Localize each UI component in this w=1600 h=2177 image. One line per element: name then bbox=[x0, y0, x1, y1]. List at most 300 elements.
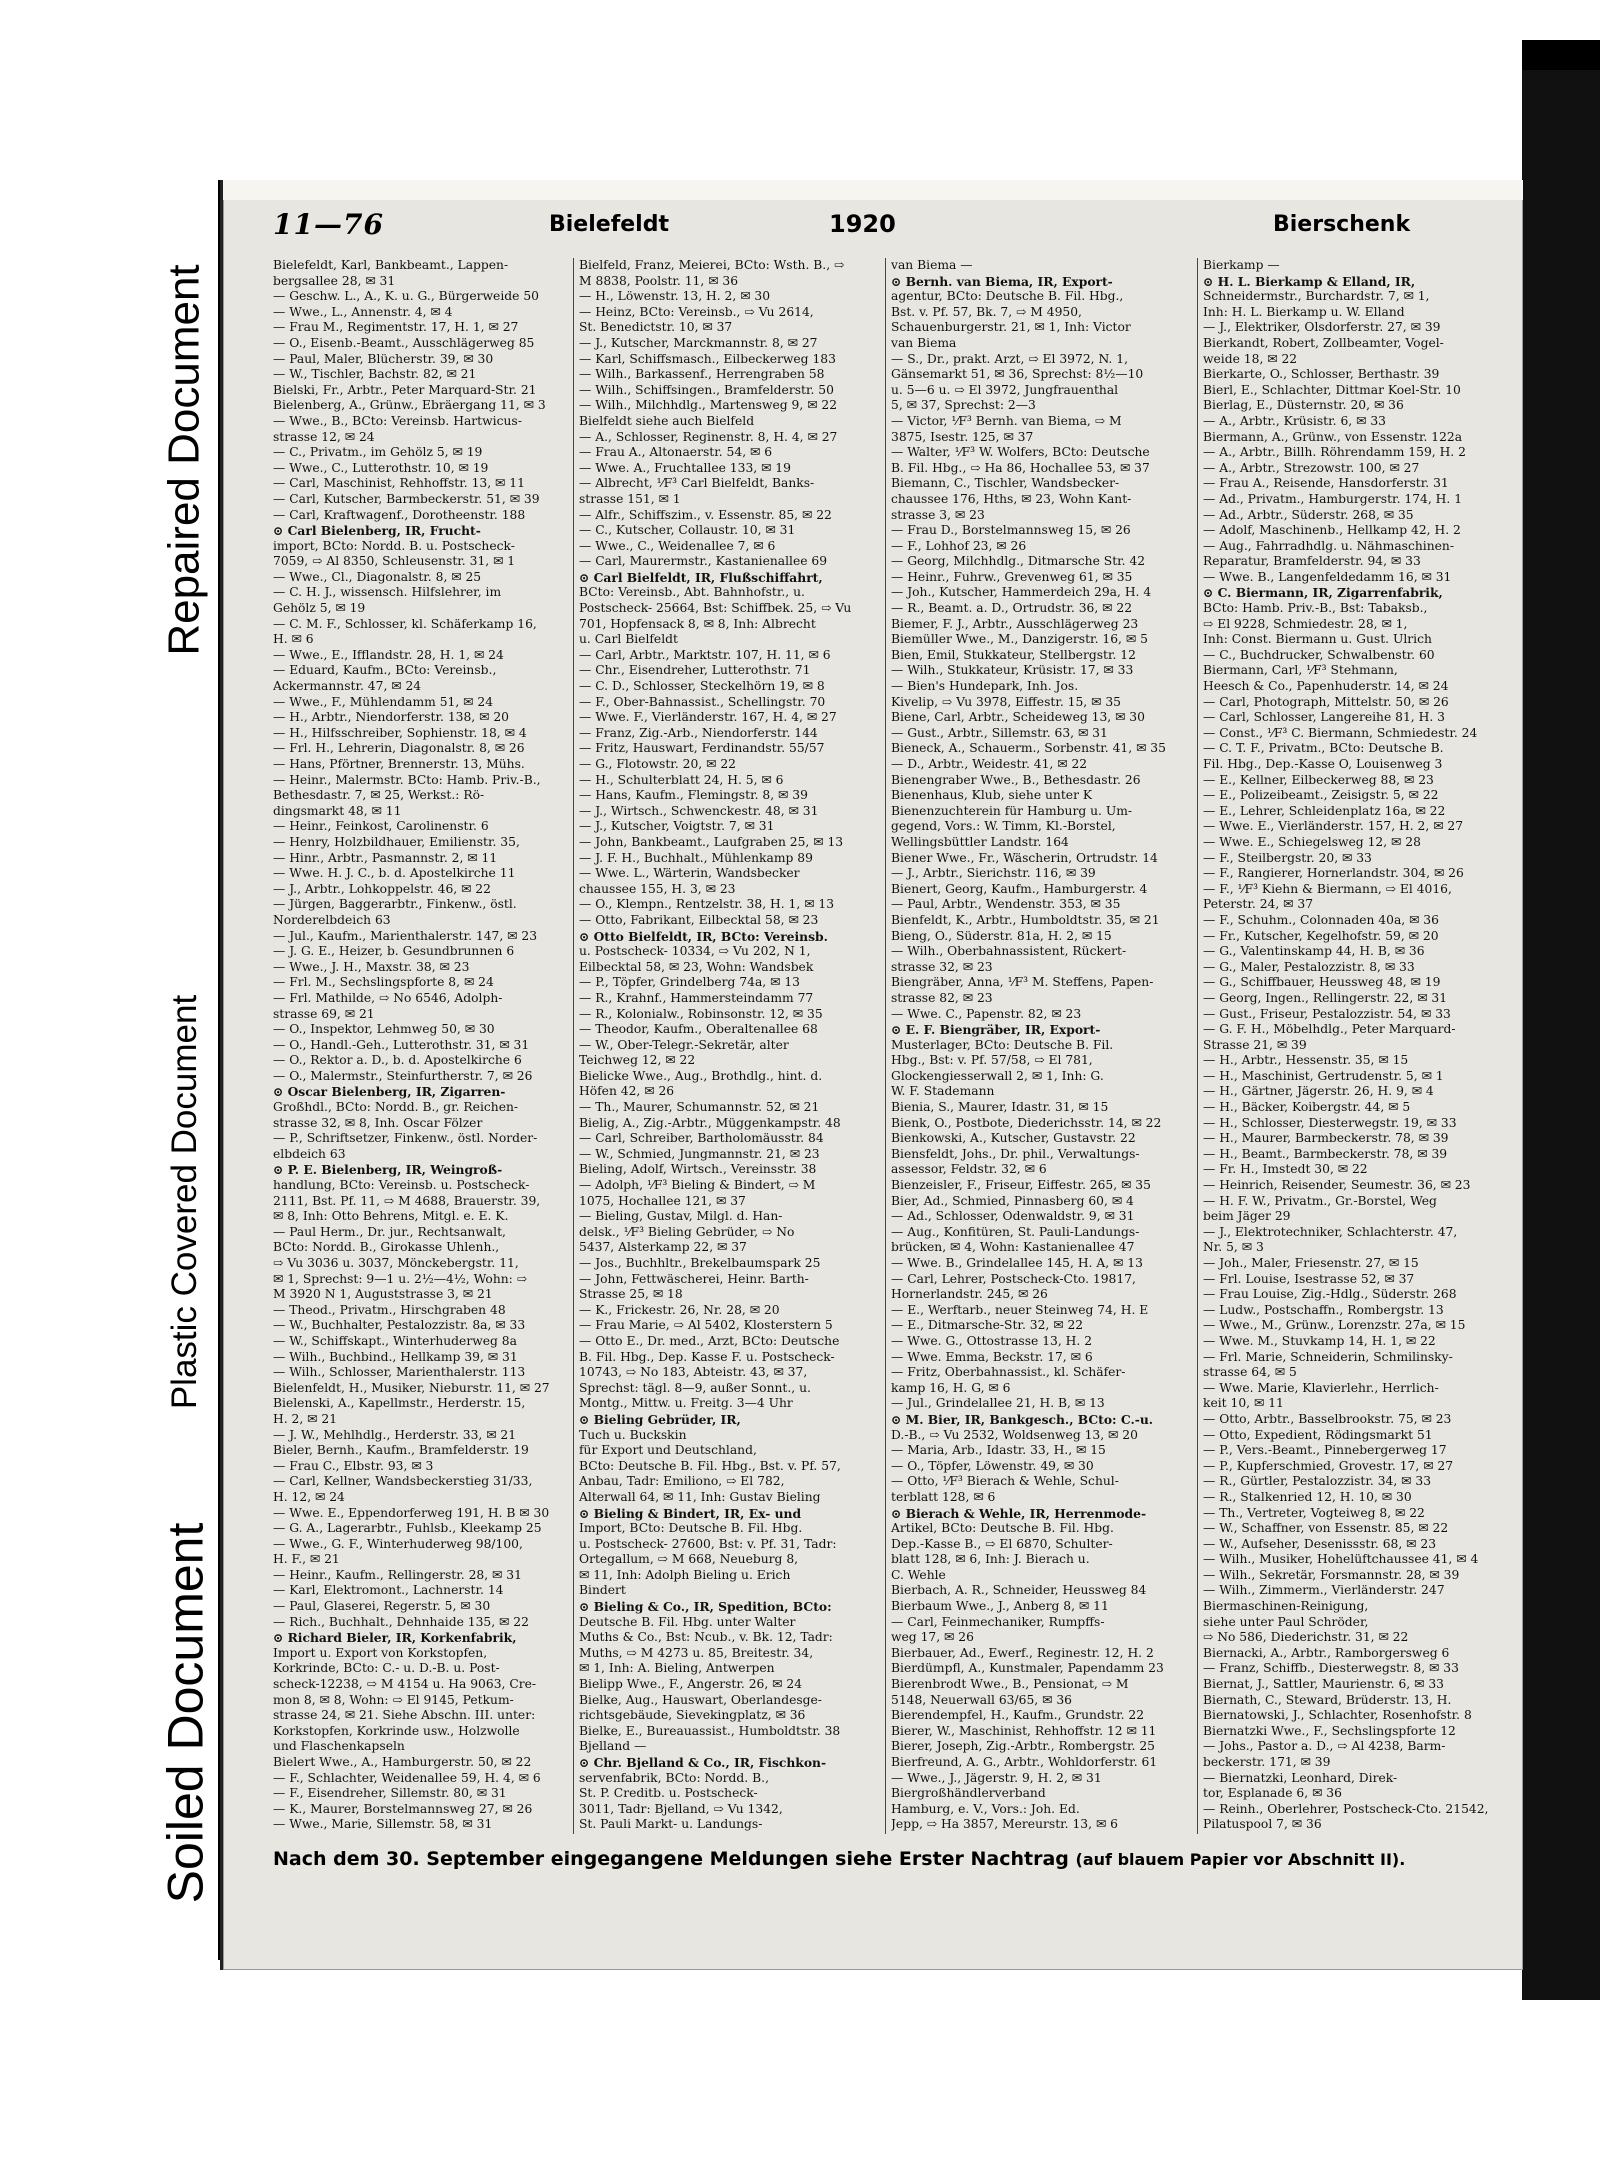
directory-entry: — Wwe., L., Annenstr. 4, ✉ 4 bbox=[273, 304, 453, 319]
directory-entry: ⊙ Carl Bielfeldt, IR, Flußschiffahrt, bbox=[579, 569, 823, 585]
directory-entry: — P., Töpfer, Grindelberg 74a, ✉ 13 bbox=[579, 975, 800, 990]
directory-entry: — Adolph, ⅟F³ Bieling & Bindert, ⇨ M bbox=[579, 1178, 816, 1193]
directory-entry: ✉ 1, Sprechst: 9—1 u. 2½—4½, Wohn: ⇨ bbox=[273, 1271, 528, 1286]
directory-entry: — F., Lohhof 23, ✉ 26 bbox=[891, 538, 1027, 553]
directory-entry: — Wilh., Oberbahnassistent, Rückert- bbox=[891, 944, 1127, 959]
directory-entry: 3011, Tadr: Bjelland, ⇨ Vu 1342, bbox=[579, 1801, 783, 1816]
directory-entry: — F., ⅟F³ Kiehn & Biermann, ⇨ El 4016, bbox=[1203, 881, 1452, 896]
directory-entry: Import u. Export von Korkstopfen, bbox=[273, 1645, 488, 1660]
directory-entry: 7059, ⇨ Al 8350, Schleusenstr. 31, ✉ 1 bbox=[273, 554, 516, 569]
column-rule bbox=[1197, 258, 1198, 1834]
directory-entry: ⊙ Bieling & Bindert, IR, Ex- und bbox=[579, 1505, 802, 1521]
directory-entry: Schneidermstr., Burchardstr. 7, ✉ 1, bbox=[1203, 289, 1430, 304]
directory-entry: Biergroßhändlerverband bbox=[891, 1786, 1046, 1801]
directory-entry: Bienkowski, A., Kutscher, Gustavstr. 22 bbox=[891, 1131, 1136, 1146]
directory-entry: — Wilh., Schlosser, Marienthalerstr. 113 bbox=[273, 1365, 526, 1380]
directory-entry: ✉ 8, Inh: Otto Behrens, Mitgl. e. E. K. bbox=[273, 1209, 509, 1224]
directory-entry: Korkrinde, BCto: C.- u. D.-B. u. Post- bbox=[273, 1661, 500, 1676]
header-first-name: Bielefeldt bbox=[549, 212, 669, 237]
directory-entry: Bieler, Bernh., Kaufm., Bramfelderstr. 19 bbox=[273, 1443, 529, 1458]
directory-entry: — Carl, Maurermstr., Kastanienallee 69 bbox=[579, 554, 828, 569]
directory-entry: — P., Kupferschmied, Grovestr. 17, ✉ 27 bbox=[1203, 1458, 1454, 1473]
directory-entry: C. Wehle bbox=[891, 1567, 946, 1582]
repaired-label-text: Repaired Document bbox=[160, 264, 210, 656]
directory-entry: Bienengraber Wwe., B., Bethesdastr. 26 bbox=[891, 772, 1141, 787]
directory-entry: Nr. 5, ✉ 3 bbox=[1203, 1240, 1264, 1255]
directory-entry: — G., Valentinskamp 44, H. B, ✉ 36 bbox=[1203, 944, 1425, 959]
directory-entry: — W., Buchhalter, Pestalozzistr. 8a, ✉ 33 bbox=[273, 1318, 526, 1333]
directory-entry: — Wwe., M., Grünw., Lorenzstr. 27a, ✉ 15 bbox=[1203, 1318, 1466, 1333]
directory-entry: — Wwe. G., Ottostrasse 13, H. 2 bbox=[891, 1333, 1093, 1348]
column-rule bbox=[573, 258, 574, 1834]
directory-entry: — Hinr., Arbtr., Pasmannstr. 2, ✉ 11 bbox=[273, 850, 498, 865]
directory-entry: — Wilh., Stukkateur, Krüsistr. 17, ✉ 33 bbox=[891, 663, 1134, 678]
directory-entry: Bierbaum Wwe., J., Anberg 8, ✉ 11 bbox=[891, 1599, 1109, 1614]
directory-entry: — H., Maschinist, Gertrudenstr. 5, ✉ 1 bbox=[1203, 1068, 1444, 1083]
directory-entry: BCto: Deutsche B. Fil. Hbg., Bst. v. Pf. 57, bbox=[579, 1458, 841, 1473]
directory-entry: blatt 128, ✉ 6, Inh: J. Bierach u. bbox=[891, 1552, 1090, 1567]
directory-entry: — Heinrich, Reisender, Seumestr. 36, ✉ 23 bbox=[1203, 1178, 1471, 1193]
directory-entry: — F., Schlachter, Weidenallee 59, H. 4, ✉ 6 bbox=[273, 1770, 541, 1785]
directory-entry: — Wwe. B., Grindelallee 145, H. A, ✉ 13 bbox=[891, 1256, 1143, 1270]
directory-entry: — John, Bankbeamt., Laufgraben 25, ✉ 13 bbox=[579, 834, 844, 849]
scan-edge bbox=[1522, 40, 1600, 2000]
directory-entry: 10743, ⇨ No 183, Abteistr. 43, ✉ 37, bbox=[579, 1365, 808, 1380]
directory-entry: Gehölz 5, ✉ 19 bbox=[273, 601, 366, 616]
directory-entry: — G. F. H., Möbelhdlg., Peter Marquard- bbox=[1203, 1022, 1456, 1037]
directory-entry: Bielefeldt, Karl, Bankbeamt., Lappen- bbox=[273, 258, 509, 272]
directory-entry: — Carl, Schreiber, Bartholomäusstr. 84 bbox=[579, 1131, 824, 1146]
soiled-label bbox=[140, 1478, 230, 1948]
directory-entry: elbdeich 63 bbox=[273, 1146, 346, 1161]
directory-entry: — Wwe. M., Stuvkamp 14, H. 1, ✉ 22 bbox=[1203, 1333, 1436, 1348]
directory-entry: Bierdümpfl, A., Kunstmaler, Papendamm 23 bbox=[891, 1661, 1164, 1676]
directory-entry: — K., Maurer, Borstelmannsweg 27, ✉ 26 bbox=[273, 1801, 533, 1816]
directory-entry: — O., Rektor a. D., b. d. Apostelkirche 6 bbox=[273, 1053, 522, 1068]
directory-entry: — Frl. Louise, Isestrasse 52, ✉ 37 bbox=[1203, 1271, 1415, 1286]
directory-entry: brücken, ✉ 4, Wohn: Kastanienallee 47 bbox=[891, 1240, 1135, 1255]
directory-entry: — Johs., Pastor a. D., ⇨ Al 4238, Barm- bbox=[1203, 1739, 1446, 1754]
directory-entry: BCto: Hamb. Priv.-B., Bst: Tabaksb., bbox=[1203, 601, 1428, 616]
directory-entry: — Wwe., B., BCto: Vereinsb. Hartwicus- bbox=[273, 413, 522, 428]
directory-entry: — J., Kutscher, Voigtstr. 7, ✉ 31 bbox=[579, 819, 775, 834]
directory-entry: Inh: Const. Biermann u. Gust. Ulrich bbox=[1203, 632, 1432, 647]
directory-entry: Bierer, W., Maschinist, Rehhoffstr. 12 ✉ 11 bbox=[891, 1723, 1157, 1738]
directory-entry bbox=[579, 1833, 879, 1834]
directory-entry: Bielke, E., Bureauassist., Humboldtstr. 38 bbox=[579, 1723, 841, 1738]
directory-entry: — H., Arbtr., Hessenstr. 35, ✉ 15 bbox=[1203, 1053, 1409, 1068]
directory-entry: — Heinr., Kaufm., Rellingerstr. 28, ✉ 31 bbox=[273, 1567, 522, 1582]
directory-entry: 701, Hopfensack 8, ✉ 8, Inh: Albrecht bbox=[579, 616, 816, 631]
directory-entry: Bielig, A., Zig.-Arbtr., Müggenkampstr. 48 bbox=[579, 1115, 841, 1130]
directory-entry: Biermann, Carl, ⅟F³ Stehmann, bbox=[1203, 663, 1398, 678]
directory-entry: Bielfeldt siehe auch Bielfeld bbox=[579, 413, 755, 428]
repaired-label bbox=[140, 180, 230, 740]
directory-entry: Bieng, O., Süderstr. 81a, H. 2, ✉ 15 bbox=[891, 928, 1112, 943]
directory-entry: — O., Malermstr., Steinfurtherstr. 7, ✉ 26 bbox=[273, 1068, 533, 1083]
directory-entry: mon 8, ✉ 8, Wohn: ⇨ El 9145, Petkum- bbox=[273, 1692, 514, 1707]
directory-entry: — Wwe. C., Papenstr. 82, ✉ 23 bbox=[891, 1006, 1082, 1021]
footer-main-text: Nach dem 30. September eingegangene Meldungen siehe Erster Nachtrag bbox=[273, 1848, 1069, 1870]
directory-entry: Bierer, Joseph, Zig.-Arbtr., Rombergstr. 25 bbox=[891, 1739, 1155, 1754]
directory-entry: — H., Maurer, Barmbeckerstr. 78, ✉ 39 bbox=[1203, 1131, 1449, 1146]
directory-entry: tor, Esplanade 6, ✉ 36 bbox=[1203, 1786, 1342, 1801]
directory-entry: — W., Ober-Telegr.-Sekretär, alter bbox=[579, 1037, 789, 1052]
directory-entry: — F., Schuhm., Colonnaden 40a, ✉ 36 bbox=[1203, 912, 1439, 927]
column-3 bbox=[891, 258, 1191, 1834]
directory-entry: B. Fil. Hbg., Dep. Kasse F. u. Postscheck- bbox=[579, 1349, 835, 1364]
directory-entry: — Carl, Lehrer, Postscheck-Cto. 19817, bbox=[891, 1271, 1136, 1286]
directory-entry: Biernat, J., Sattler, Maurienstr. 6, ✉ 33 bbox=[1203, 1677, 1444, 1692]
directory-entry: — Wilh., Sekretär, Forsmannstr. 28, ✉ 39 bbox=[1203, 1567, 1460, 1582]
directory-entry: Bienia, S., Maurer, Idastr. 31, ✉ 15 bbox=[891, 1100, 1109, 1115]
directory-entry: Bielenski, A., Kapellmstr., Herderstr. 15, bbox=[273, 1396, 526, 1411]
directory-entry: St. Benedictstr. 10, ✉ 37 bbox=[579, 320, 733, 335]
directory-entry: — Wwe., C., Weidenallee 7, ✉ 6 bbox=[579, 538, 776, 553]
directory-entry: — Frl. Mathilde, ⇨ No 6546, Adolph- bbox=[273, 990, 503, 1005]
directory-entry: Eilbecktal 58, ✉ 23, Wohn: Wandsbek bbox=[579, 959, 814, 974]
directory-entry: — Maria, Arb., Idastr. 33, H., ✉ 15 bbox=[891, 1443, 1106, 1458]
directory-entry: handlung, BCto: Vereinsb. u. Postscheck- bbox=[273, 1178, 530, 1193]
directory-entry: — H. F. W., Privatm., Gr.-Borstel, Weg bbox=[1203, 1193, 1437, 1208]
directory-entry: B. Fil. Hbg., ⇨ Ha 86, Hochallee 53, ✉ 37 bbox=[891, 460, 1150, 475]
directory-entry: Inh: H. L. Bierkamp u. W. Elland bbox=[1203, 304, 1405, 319]
directory-entry: Biernath, C., Steward, Brüderstr. 13, H. bbox=[1203, 1692, 1452, 1707]
directory-entry: Muths, ⇨ M 4273 u. 85, Breitestr. 34, bbox=[579, 1645, 814, 1660]
directory-entry: — Wwe., Cl., Diagonalstr. 8, ✉ 25 bbox=[273, 569, 482, 584]
directory-entry: — O., Töpfer, Löwenstr. 49, ✉ 30 bbox=[891, 1458, 1094, 1473]
directory-entry: — H., Bäcker, Koibergstr. 44, ✉ 5 bbox=[1203, 1100, 1411, 1115]
directory-entry: weide 18, ✉ 22 bbox=[1203, 351, 1298, 366]
directory-entry: ⊙ Otto Bielfeldt, IR, BCto: Vereinsb. bbox=[579, 928, 828, 944]
directory-entry: Norderelbdeich 63 bbox=[273, 912, 391, 927]
directory-entry: Bienzeisler, F., Friseur, Eiffestr. 265, ✉ 35 bbox=[891, 1178, 1151, 1193]
directory-entry: Hornerlandstr. 245, ✉ 26 bbox=[891, 1287, 1048, 1302]
directory-entry: Dep.-Kasse B., ⇨ El 6870, Schulter- bbox=[891, 1536, 1113, 1551]
directory-entry: Bierl, E., Schlachter, Dittmar Koel-Str. 10 bbox=[1203, 382, 1461, 397]
directory-entry: — Ad., Arbtr., Süderstr. 268, ✉ 35 bbox=[1203, 507, 1414, 522]
directory-entry: — Frau Louise, Zig.-Hdlg., Süderstr. 268 bbox=[1203, 1287, 1457, 1302]
page-number: 11—76 bbox=[273, 208, 384, 241]
directory-entry: — Frau C., Elbstr. 93, ✉ 3 bbox=[273, 1458, 434, 1473]
directory-entry: Korkstopfen, Korkrinde usw., Holzwolle bbox=[273, 1723, 520, 1738]
directory-entry: — Franz, Schiffb., Diesterwegstr. 8, ✉ 33 bbox=[1203, 1661, 1459, 1676]
directory-entry: u. 5—6 u. ⇨ El 3972, Jungfrauenthal bbox=[891, 382, 1119, 397]
directory-entry: strasse 32, ✉ 23 bbox=[891, 959, 993, 974]
directory-entry: Strasse 25, ✉ 18 bbox=[579, 1287, 683, 1302]
directory-entry: — Wilh., Schiffsingen., Bramfelderstr. 50 bbox=[579, 382, 834, 397]
directory-entry: — Wilh., Zimmerm., Vierländerstr. 247 bbox=[1203, 1583, 1445, 1598]
directory-entry: Biener Wwe., Fr., Wäscherin, Ortrudstr. 14 bbox=[891, 850, 1158, 865]
directory-entry: weg 17, ✉ 26 bbox=[891, 1630, 974, 1645]
directory-entry: Biemüller Wwe., M., Danzigerstr. 16, ✉ 5 bbox=[891, 632, 1148, 647]
directory-entry: — Carl, Kellner, Wandsbeckerstieg 31/33, bbox=[273, 1474, 533, 1489]
directory-entry: — Frau M., Regimentstr. 17, H. 1, ✉ 27 bbox=[273, 320, 519, 335]
directory-entry: — Wwe. E., Vierländerstr. 157, H. 2, ✉ 27 bbox=[1203, 819, 1464, 834]
directory-entry: — Biernatzki, Leonhard, Direk- bbox=[1203, 1770, 1398, 1785]
directory-entry: ⇨ No 586, Diederichstr. 31, ✉ 22 bbox=[1203, 1630, 1409, 1645]
directory-entry: — F., Eisendreher, Sillemstr. 80, ✉ 31 bbox=[273, 1786, 507, 1801]
directory-entry: — Alfr., Schiffszim., v. Essenstr. 85, ✉ 22 bbox=[579, 507, 832, 522]
directory-entry: — Georg, Ingen., Rellingerstr. 22, ✉ 31 bbox=[1203, 990, 1448, 1005]
directory-entry: 5148, Neuerwall 63/65, ✉ 36 bbox=[891, 1692, 1072, 1707]
directory-entry: — F., Rangierer, Hornerlandstr. 304, ✉ 26 bbox=[1203, 866, 1464, 881]
directory-entry: 5, ✉ 37, Sprechst: 2—3 bbox=[891, 398, 1036, 413]
directory-entry: — C. T. F., Privatm., BCto: Deutsche B. bbox=[1203, 741, 1444, 756]
directory-entry: 1075, Hochallee 121, ✉ 37 bbox=[579, 1193, 746, 1208]
directory-entry: — F., Ober-Bahnassist., Schellingstr. 70 bbox=[579, 694, 826, 709]
directory-entry: — Wwe. Emma, Beckstr. 17, ✉ 6 bbox=[891, 1349, 1093, 1364]
directory-entry: ⊙ C. Biermann, IR, Zigarrenfabrik, bbox=[1203, 585, 1443, 601]
directory-entry: — Karl, Elektromont., Lachnerstr. 14 bbox=[273, 1583, 504, 1598]
directory-entry: — R., Stalkenried 12, H. 10, ✉ 30 bbox=[1203, 1489, 1412, 1504]
directory-entry: — Th., Vertreter, Vogteiweg 8, ✉ 22 bbox=[1203, 1505, 1425, 1520]
directory-entry: und Flaschenkapseln bbox=[273, 1739, 405, 1754]
directory-entry: — E., Kellner, Eilbeckerweg 88, ✉ 23 bbox=[1203, 772, 1434, 787]
directory-entry: — W., Schmied, Jungmannstr. 21, ✉ 23 bbox=[579, 1146, 820, 1161]
directory-entry: ⊙ Bierach & Wehle, IR, Herrenmode- bbox=[891, 1505, 1147, 1521]
directory-entry: Tuch u. Buckskin bbox=[579, 1427, 687, 1442]
directory-entry: — Frau Marie, ⇨ Al 5402, Klosterstern 5 bbox=[579, 1318, 833, 1333]
directory-entry: strasse 69, ✉ 21 bbox=[273, 1006, 375, 1021]
directory-entry: Deutsche B. Fil. Hbg. unter Walter bbox=[579, 1614, 796, 1629]
directory-entry: servenfabrik, BCto: Nordd. B., bbox=[579, 1770, 769, 1785]
directory-entry: strasse 3, ✉ 23 bbox=[891, 507, 985, 522]
plastic-covered-label bbox=[140, 932, 230, 1472]
directory-entry: — E., Werftarb., neuer Steinweg 74, H. E bbox=[891, 1302, 1149, 1317]
directory-entry: — Wwe., J., Jägerstr. 9, H. 2, ✉ 31 bbox=[891, 1770, 1102, 1785]
directory-entry: — R., Beamt. a. D., Ortrudstr. 36, ✉ 22 bbox=[891, 601, 1133, 616]
directory-entry: Bielenberg, A., Grünw., Ebräergang 11, ✉ 3 bbox=[273, 398, 546, 413]
directory-entry: Gänsemarkt 51, ✉ 36, Sprechst: 8½—10 bbox=[891, 367, 1144, 382]
directory-entry: H. 12, ✉ 24 bbox=[273, 1489, 345, 1504]
directory-entry: — Eduard, Kaufm., BCto: Vereinsb., bbox=[273, 663, 497, 678]
directory-entry: — Otto, Fabrikant, Eilbecktal 58, ✉ 23 bbox=[579, 912, 819, 927]
directory-entry: Bielski, Fr., Arbtr., Peter Marquard-Str. 21 bbox=[273, 382, 537, 397]
directory-entry: — Carl, Maschinist, Rehhoffstr. 13, ✉ 11 bbox=[273, 476, 525, 491]
directory-entry: — H., Beamt., Barmbeckerstr. 78, ✉ 39 bbox=[1203, 1146, 1448, 1161]
soiled-label-text: Soiled Document bbox=[157, 1522, 214, 1904]
directory-entry: — Albrecht, ⅟F³ Carl Bielfeldt, Banks- bbox=[579, 476, 815, 491]
directory-entry: — Wwe., E., Ifflandstr. 28, H. 1, ✉ 24 bbox=[273, 647, 504, 662]
directory-entry: — P., Schriftsetzer, Finkenw., östl. Norder- bbox=[273, 1131, 538, 1146]
directory-entry: — Carl, Kutscher, Barmbeckerstr. 51, ✉ 39 bbox=[273, 491, 540, 506]
directory-entry: Ackermannstr. 47, ✉ 24 bbox=[273, 679, 422, 694]
directory-entry: — O., Inspektor, Lehmweg 50, ✉ 30 bbox=[273, 1022, 495, 1037]
directory-entry: Bjelland — bbox=[579, 1739, 647, 1754]
directory-entry: — A., Arbtr., Strezowstr. 100, ✉ 27 bbox=[1203, 460, 1420, 475]
directory-entry: — Carl, Schlosser, Langereihe 81, H. 3 bbox=[1203, 710, 1445, 725]
directory-entry: ⇨ El 9228, Schmiedestr. 28, ✉ 1, bbox=[1203, 616, 1408, 631]
directory-entry: ⊙ Bieling Gebrüder, IR, bbox=[579, 1411, 741, 1427]
directory-entry: — Karl, Schiffsmasch., Eilbeckerweg 183 bbox=[579, 351, 836, 366]
directory-entry: — C., Privatm., im Gehölz 5, ✉ 19 bbox=[273, 445, 483, 460]
directory-entry: H. ✉ 6 bbox=[273, 632, 314, 647]
directory-entry: 3875, Isestr. 125, ✉ 37 bbox=[891, 429, 1034, 444]
directory-entry: — Theodor, Kaufm., Oberaltenallee 68 bbox=[579, 1022, 818, 1037]
directory-entry: — H., Schulterblatt 24, H. 5, ✉ 6 bbox=[579, 772, 784, 787]
directory-entry: scheck-12238, ⇨ M 4154 u. Ha 9063, Cre- bbox=[273, 1677, 537, 1692]
footer-note bbox=[273, 1848, 1493, 1878]
directory-entry: — C. M. F., Schlosser, kl. Schäferkamp 16, bbox=[273, 616, 537, 631]
directory-entry: Biermann, A., Grünw., von Essenstr. 122a bbox=[1203, 429, 1463, 444]
directory-entry: — A., Arbtr., Krüsistr. 6, ✉ 33 bbox=[1203, 413, 1386, 428]
directory-entry: — Otto E., Dr. med., Arzt, BCto: Deutsche bbox=[579, 1333, 840, 1348]
directory-entry: Bst. v. Pf. 57, Bk. 7, ⇨ M 4950, bbox=[891, 304, 1082, 319]
directory-entry: Bienfeldt, K., Arbtr., Humboldtstr. 35, ✉ 21 bbox=[891, 912, 1160, 927]
directory-entry: — Aug., Konfitüren, St. Pauli-Landungs- bbox=[891, 1224, 1140, 1239]
directory-entry: — Walter, ⅟F³ W. Wolfers, BCto: Deutsche bbox=[891, 445, 1150, 460]
directory-entry: siehe unter Paul Schröder, bbox=[1203, 1614, 1369, 1629]
directory-entry: Reparatur, Bramfelderstr. 94, ✉ 33 bbox=[1203, 554, 1421, 569]
directory-entry: Montg., Mittw. u. Freitg. 3—4 Uhr bbox=[579, 1396, 793, 1411]
directory-entry: — G., Schiffbauer, Heussweg 48, ✉ 19 bbox=[1203, 975, 1441, 990]
directory-entry: W. F. Stademann bbox=[891, 1084, 995, 1099]
directory-entry: Heesch & Co., Papenhuderstr. 14, ✉ 24 bbox=[1203, 679, 1449, 694]
directory-entry: — Fr., Kutscher, Kegelhofstr. 59, ✉ 20 bbox=[1203, 928, 1439, 943]
directory-entry: beckerstr. 171, ✉ 39 bbox=[1203, 1755, 1331, 1769]
directory-entry: — J. F. H., Buchhalt., Mühlenkamp 89 bbox=[579, 850, 813, 865]
directory-entry: — W., Schaffner, von Essenstr. 85, ✉ 22 bbox=[1203, 1521, 1449, 1536]
directory-entry: strasse 64, ✉ 5 bbox=[1203, 1365, 1297, 1380]
directory-entry: chaussee 155, H. 3, ✉ 23 bbox=[579, 881, 736, 896]
directory-entry: — Wilh., Buchbind., Hellkamp 39, ✉ 31 bbox=[273, 1349, 518, 1364]
directory-entry: Jepp, ⇨ Ha 3857, Mereurstr. 13, ✉ 6 bbox=[891, 1817, 1118, 1832]
directory-entry: ⊙ P. E. Bielenberg, IR, Weingroß- bbox=[273, 1162, 503, 1178]
directory-entry: Biemann, C., Tischler, Wandsbecker- bbox=[891, 476, 1120, 491]
directory-entry: terblatt 128, ✉ 6 bbox=[891, 1489, 996, 1504]
column-rule bbox=[885, 258, 886, 1834]
directory-entry: — Frau A., Altonaerstr. 54, ✉ 6 bbox=[579, 445, 773, 460]
directory-entry: — Th., Maurer, Schumannstr. 52, ✉ 21 bbox=[579, 1100, 820, 1115]
directory-entry: — John, Fettwäscherei, Heinr. Barth- bbox=[579, 1271, 809, 1286]
directory-entry: richtsgebäude, Sievekingplatz, ✉ 36 bbox=[579, 1708, 806, 1723]
directory-entry: — A., Arbtr., Billh. Röhrendamm 159, H. 2 bbox=[1203, 445, 1466, 460]
directory-entry bbox=[891, 1833, 1191, 1834]
directory-entry: — Wwe. B., Langenfeldedamm 16, ✉ 31 bbox=[1203, 569, 1452, 584]
directory-entry: Großhdl., BCto: Nordd. B., gr. Reichen- bbox=[273, 1100, 519, 1115]
directory-entry: — W., Schiffskapt., Winterhuderweg 8a bbox=[273, 1333, 517, 1348]
directory-entry: ⊙ H. L. Bierkamp & Elland, IR, bbox=[1203, 273, 1416, 289]
directory-page bbox=[220, 180, 1523, 1970]
directory-entry: — J., Arbtr., Lohkoppelstr. 46, ✉ 22 bbox=[273, 881, 491, 896]
directory-entry: ⊙ Richard Bieler, IR, Korkenfabrik, bbox=[273, 1630, 517, 1646]
directory-entry: Bielke, Aug., Hauswart, Oberlandesge- bbox=[579, 1692, 822, 1707]
directory-entry: Bierkamp — bbox=[1203, 258, 1280, 272]
directory-entry: — A., Schlosser, Reginenstr. 8, H. 4, ✉ 27 bbox=[579, 429, 838, 444]
column-2 bbox=[579, 258, 879, 1834]
directory-entry: Bierkandt, Robert, Zollbeamter, Vogel- bbox=[1203, 335, 1444, 350]
directory-entry: — H., Hilfsschreiber, Sophienstr. 18, ✉ 4 bbox=[273, 725, 527, 740]
directory-entry: — Frl. H., Lehrerin, Diagonalstr. 8, ✉ 26 bbox=[273, 741, 525, 756]
directory-entry: ⊙ M. Bier, IR, Bankgesch., BCto: C.-u. bbox=[891, 1411, 1154, 1427]
directory-entry: Hamburg, e. V., Vors.: Joh. Ed. bbox=[891, 1801, 1080, 1816]
directory-entry: Bierbach, A. R., Schneider, Heussweg 84 bbox=[891, 1583, 1147, 1598]
directory-entry: strasse 12, ✉ 24 bbox=[273, 429, 375, 444]
directory-entry: Bieneck, A., Schauerm., Sorbenstr. 41, ✉ 35 bbox=[891, 741, 1166, 756]
page-header bbox=[273, 208, 1473, 248]
directory-entry: — Carl, Kraftwagenf., Dorotheenstr. 188 bbox=[273, 507, 526, 522]
directory-entry: Teichweg 12, ✉ 22 bbox=[579, 1053, 696, 1068]
directory-entry: — Fr. H., Imstedt 30, ✉ 22 bbox=[1203, 1162, 1368, 1177]
directory-entry: für Export und Deutschland, bbox=[579, 1443, 757, 1458]
directory-entry: BCto: Nordd. B., Girokasse Uhlenh., bbox=[273, 1240, 500, 1255]
directory-entry: — C., Kutscher, Collaustr. 10, ✉ 31 bbox=[579, 523, 796, 538]
directory-entry: — Fritz, Oberbahnassist., kl. Schäfer- bbox=[891, 1365, 1126, 1380]
directory-entry: — Heinz, BCto: Vereinsb., ⇨ Vu 2614, bbox=[579, 304, 814, 319]
directory-entry: chaussee 176, Hths, ✉ 23, Wohn Kant- bbox=[891, 491, 1132, 506]
directory-entry: — Heinr., Fuhrw., Grevenweg 61, ✉ 35 bbox=[891, 569, 1133, 584]
directory-entry: Sprechst: tägl. 8—9, außer Sonnt., u. bbox=[579, 1380, 811, 1395]
directory-entry: — Otto, ⅟F³ Bierach & Wehle, Schul- bbox=[891, 1474, 1119, 1489]
directory-entry: Bierkarte, O., Schlosser, Berthastr. 39 bbox=[1203, 367, 1440, 382]
directory-entry: — Victor, ⅟F³ Bernh. van Biema, ⇨ M bbox=[891, 413, 1122, 428]
directory-entry: u. Postscheck- 27600, Bst: v. Pf. 31, Tadr: bbox=[579, 1536, 837, 1551]
header-year: 1920 bbox=[829, 210, 896, 238]
directory-entry: ⊙ Chr. Bjelland & Co., IR, Fischkon- bbox=[579, 1755, 827, 1770]
directory-entry: — Paul Herm., Dr. jur., Rechtsanwalt, bbox=[273, 1224, 506, 1239]
directory-entry: — Bieling, Gustav, Milgl. d. Han- bbox=[579, 1209, 783, 1224]
condition-labels bbox=[140, 180, 230, 1940]
directory-entry: Pilatuspool 7, ✉ 36 bbox=[1203, 1817, 1322, 1832]
directory-entry: — Ludw., Postschaffn., Rombergstr. 13 bbox=[1203, 1302, 1444, 1317]
column-1 bbox=[273, 258, 565, 1834]
directory-entry: — Wwe. L., Wärterin, Wandsbecker bbox=[579, 866, 800, 881]
directory-entry: H. 2, ✉ 21 bbox=[273, 1411, 338, 1426]
directory-entry: — Hans, Kaufm., Flemingstr. 8, ✉ 39 bbox=[579, 788, 808, 803]
directory-entry: Musterlager, BCto: Deutsche B. Fil. bbox=[891, 1037, 1114, 1052]
directory-entry: Bierenbrodt Wwe., B., Pensionat, ⇨ M bbox=[891, 1677, 1129, 1692]
directory-entry: — O., Klempn., Rentzelstr. 38, H. 1, ✉ 13 bbox=[579, 897, 835, 912]
directory-entry: — R., Kolonialw., Robinsonstr. 12, ✉ 35 bbox=[579, 1006, 823, 1021]
directory-entry: — Wilh., Milchhdlg., Martensweg 9, ✉ 22 bbox=[579, 398, 838, 413]
directory-entry: — H., Arbtr., Niendorferstr. 138, ✉ 20 bbox=[273, 710, 509, 725]
column-4 bbox=[1203, 258, 1493, 1834]
directory-entry: Bier, Ad., Schmied, Pinnasberg 60, ✉ 4 bbox=[891, 1193, 1134, 1208]
directory-entry: ✉ 11, Inh: Adolph Bieling u. Erich bbox=[579, 1567, 791, 1582]
directory-entry: strasse 24, ✉ 21. Siehe Abschn. III. unter: bbox=[273, 1708, 536, 1723]
directory-entry: Import, BCto: Deutsche B. Fil. Hbg. bbox=[579, 1521, 803, 1536]
directory-entry: Peterstr. 24, ✉ 37 bbox=[1203, 897, 1314, 912]
directory-entry: Bienenzuchterein für Hamburg u. Um- bbox=[891, 803, 1133, 818]
directory-entry: Fil. Hbg., Dep.-Kasse O, Louisenweg 3 bbox=[1203, 757, 1443, 771]
directory-entry: — Franz, Zig.-Arb., Niendorferstr. 144 bbox=[579, 725, 818, 740]
directory-entry: Postscheck- 25664, Bst: Schiffbek. 25, ⇨ Vu bbox=[579, 601, 852, 616]
directory-entry: Bielfeld, Franz, Meierei, BCto: Wsth. B., ⇨ bbox=[579, 258, 845, 272]
directory-entry: strasse 32, ✉ 8, Inh. Oscar Fölzer bbox=[273, 1115, 483, 1130]
directory-entry: Artikel, BCto: Deutsche B. Fil. Hbg. bbox=[891, 1521, 1114, 1536]
directory-entry: strasse 151, ✉ 1 bbox=[579, 491, 681, 506]
directory-entry: — Wwe., J. H., Maxstr. 38, ✉ 23 bbox=[273, 959, 470, 974]
directory-entry: Hbg., Bst: v. Pf. 57/58, ⇨ El 781, bbox=[891, 1053, 1093, 1068]
directory-entry: Biene, Carl, Arbtr., Scheideweg 13, ✉ 30 bbox=[891, 710, 1145, 725]
directory-entry: — R., Gürtler, Pestalozzistr. 34, ✉ 33 bbox=[1203, 1474, 1432, 1489]
directory-entry: ⊙ Oscar Bielenberg, IR, Zigarren- bbox=[273, 1084, 506, 1100]
directory-entry: — Paul, Arbtr., Wendenstr. 353, ✉ 35 bbox=[891, 897, 1121, 912]
directory-entry: Bieling, Adolf, Wirtsch., Vereinsstr. 38 bbox=[579, 1162, 817, 1177]
directory-entry: D.-B., ⇨ Vu 2532, Woldsenweg 13, ✉ 20 bbox=[891, 1427, 1138, 1442]
directory-entry: — Wwe. E., Eppendorferweg 191, H. B ✉ 30 bbox=[273, 1505, 550, 1520]
directory-entry: — J. G. E., Heizer, b. Gesundbrunnen 6 bbox=[273, 944, 515, 959]
directory-entry: bergsallee 28, ✉ 31 bbox=[273, 273, 396, 288]
directory-entry: — Jos., Buchhltr., Brekelbaumspark 25 bbox=[579, 1256, 821, 1270]
page-top-edge bbox=[223, 180, 1523, 200]
directory-entry: — Heinr., Feinkost, Carolinenstr. 6 bbox=[273, 819, 489, 834]
directory-entry: — Wwe. H. J. C., b. d. Apostelkirche 11 bbox=[273, 866, 516, 881]
directory-entry: — S., Dr., prakt. Arzt, ⇨ El 3972, N. 1, bbox=[891, 351, 1128, 366]
directory-entry: — H., Löwenstr. 13, H. 2, ✉ 30 bbox=[579, 289, 771, 304]
directory-entry: — Ad., Schlosser, Odenwaldstr. 9, ✉ 31 bbox=[891, 1209, 1135, 1224]
